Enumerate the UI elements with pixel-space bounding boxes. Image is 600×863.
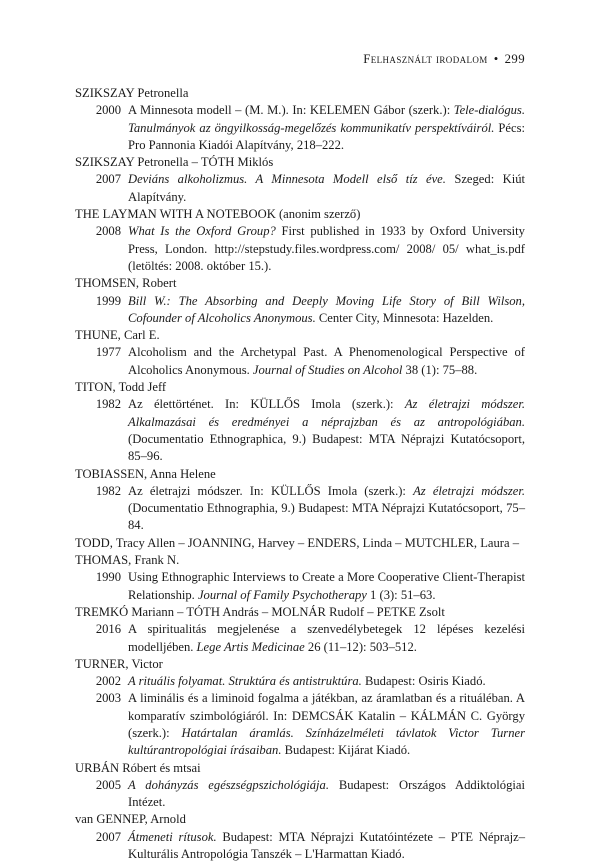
entry-text <box>128 673 525 690</box>
entry-text-after-title: 1 (3): 51–63. <box>366 587 436 602</box>
running-header <box>363 51 525 68</box>
entry-year: 1982 <box>95 397 121 412</box>
entry-text <box>128 621 525 656</box>
reference-entry <box>75 569 525 604</box>
entry-text <box>128 569 525 604</box>
reference-author: SZIKSZAY Petronella <box>75 86 189 100</box>
reference-author: TURNER, Victor <box>75 656 163 671</box>
entry-text <box>128 690 525 759</box>
reference-author: THOMSEN, Robert <box>75 276 177 291</box>
entry-text-after-title: Center City, Minnesota: Hazelden. <box>315 310 494 325</box>
reference-author: van GENNEP, Arnold <box>75 812 186 827</box>
entry-text <box>128 223 525 275</box>
reference-entry <box>75 396 525 465</box>
entry-title: Journal of Studies on Alcohol <box>252 362 403 377</box>
entry-text <box>128 483 525 535</box>
reference-author: TODD, Tracy Allen – JOANNING, Harvey – ENDERS, Linda – MUTCHLER, Laura – THOMAS, Frank N. <box>75 535 519 568</box>
reference-entry <box>75 673 525 690</box>
entry-text-after-title: (Documentatio Ethnographica, 9.) Budapest: MTA Néprajzi Kutatócsoport, 85–96. <box>128 431 525 464</box>
entry-title: Lege Artis Medicinae <box>196 639 305 654</box>
reference-entry <box>75 621 525 656</box>
reference-entry <box>75 777 525 812</box>
entry-year: 2008 <box>95 224 121 239</box>
reference-author: URBÁN Róbert és mtsai <box>75 760 201 775</box>
entry-text <box>128 396 525 465</box>
entry-text <box>128 777 525 812</box>
reference-entry <box>75 483 525 535</box>
entry-title: Tele-dialógus. Tanulmányok az öngyilkosság-megelőzés kommunikatív perspektíváiról. <box>128 103 525 135</box>
entry-year: 2002 <box>95 674 121 689</box>
entry-title: What Is the Oxford Group? <box>128 224 276 239</box>
reference-entry <box>75 344 525 379</box>
reference-entry <box>75 293 525 328</box>
entry-title: Journal of Family Psychotherapy <box>197 587 367 602</box>
entry-text-before-title: Alcoholism and the Archetypal Past. A Phenomenological Perspective of Alcoholics Anonymous. <box>128 345 525 377</box>
reference-author: THE LAYMAN WITH A NOTEBOOK (anonim szerző) <box>75 207 361 222</box>
reference-author: TREMKÓ Mariann – TÓTH András – MOLNÁR Rudolf – PETKE Zsolt <box>75 604 445 619</box>
entry-title: Deviáns alkoholizmus. A Minnesota Modell első tíz éve. <box>128 172 446 187</box>
entry-title: Bill W.: The Absorbing and Deeply Moving Life Story of Bill Wilson, Cofounder of Alcoholics Anonymous. <box>128 293 525 325</box>
reference-author: THUNE, Carl E. <box>75 328 160 343</box>
entry-text <box>128 171 525 206</box>
entry-text-before-title: Using Ethnographic Interviews to Create a More Cooperative Client-Therapist Relationship. <box>128 570 525 602</box>
entry-text <box>128 293 525 328</box>
entry-year: 1977 <box>95 345 121 360</box>
entry-title: A rituális folyamat. Struktúra és antistruktúra. <box>128 674 362 689</box>
section-title: Felhasznált irodalom <box>363 52 488 66</box>
entry-title: Az életrajzi módszer. Alkalmazásai és eredményei a néprajzban és az antropológiában. <box>128 397 525 429</box>
entry-text-before-title: A spiritualitás megjelenése a szenvedélybetegek 12 lépéses kezelési modelljében. <box>128 622 525 654</box>
entry-title: Átmeneti rítusok. <box>128 829 217 844</box>
reference-list <box>75 85 525 863</box>
entry-title: Az életrajzi módszer. <box>413 483 525 498</box>
reference-entry <box>75 223 525 275</box>
bullet-separator: • <box>493 52 499 66</box>
entry-year: 2007 <box>95 829 121 844</box>
entry-text-after-title: Budapest: Osiris Kiadó. <box>361 674 486 689</box>
entry-text-after-title: Budapest: Országos Addiktológiai Intézet. <box>128 777 525 810</box>
reference-author: SZIKSZAY Petronella – TÓTH Miklós <box>75 155 274 170</box>
reference-entry <box>75 690 525 759</box>
reference-author: TITON, Todd Jeff <box>75 380 167 395</box>
reference-entry <box>75 829 525 863</box>
entry-year: 1982 <box>95 483 121 498</box>
entry-text-before-title: A liminális és a liminoid fogalma a játékban, az áramlatban és a rituáléban. A komparatív szimbológiáról. In: DEMCSÁK Katalin – KÁLMÁN C. György (szerk.): <box>128 691 525 740</box>
entry-year: 2016 <box>95 622 121 637</box>
entry-text-before-title: A Minnesota modell – (M. M.). In: KELEMEN Gábor (szerk.): <box>128 103 454 118</box>
entry-text-after-title: Budapest: MTA Néprajzi Kutatóintézete – PTE Néprajz–Kulturális Antropológia Tanszék – L'Harmattan Kiadó. <box>128 829 525 862</box>
page-number: 299 <box>504 52 525 66</box>
entry-text-after-title: Budapest: Kijárat Kiadó. <box>281 743 411 758</box>
entry-text-before-title: Az élettörténet. In: KÜLLŐS Imola (szerk.): <box>128 397 405 412</box>
entry-text-after-title: Szeged: Kiút Alapítvány. <box>128 172 525 204</box>
reference-entry <box>75 171 525 206</box>
entry-year: 2007 <box>95 172 121 187</box>
entry-title: Határtalan áramlás. Színházelméleti távlatok Victor Turner kultúrantropológiai írásaiban. <box>128 725 525 758</box>
entry-year: 1999 <box>95 293 121 308</box>
reference-entry <box>75 102 525 154</box>
entry-year: 2000 <box>95 103 121 118</box>
entry-text <box>128 344 525 379</box>
entry-year: 1990 <box>95 570 121 585</box>
entry-text <box>128 829 525 863</box>
entry-text-after-title: Pécs: Pro Pannonia Kiadói Alapítvány, 218–222. <box>128 120 526 152</box>
entry-year: 2005 <box>95 777 121 792</box>
entry-text-before-title: Az életrajzi módszer. In: KÜLLŐS Imola (szerk.): <box>128 483 414 498</box>
entry-text <box>128 102 525 154</box>
entry-text-after-title: (Documentatio Ethnographia, 9.) Budapest: MTA Néprajzi Kutatócsoport, 75–84. <box>128 501 525 533</box>
reference-author: TOBIASSEN, Anna Helene <box>75 466 216 481</box>
entry-text-after-title: 26 (11–12): 503–512. <box>304 639 417 654</box>
entry-year: 2003 <box>95 691 121 706</box>
entry-text-after-title: First published in 1933 by Oxford University Press, London. http://stepstudy.files.wordpress.com/ 2008/ 05/ what_is.pdf (letöltés: 2008. október 15.). <box>128 224 525 273</box>
entry-title: A dohányzás egészségpszichológiája. <box>128 777 329 792</box>
entry-text-after-title: 38 (1): 75–88. <box>402 362 478 377</box>
